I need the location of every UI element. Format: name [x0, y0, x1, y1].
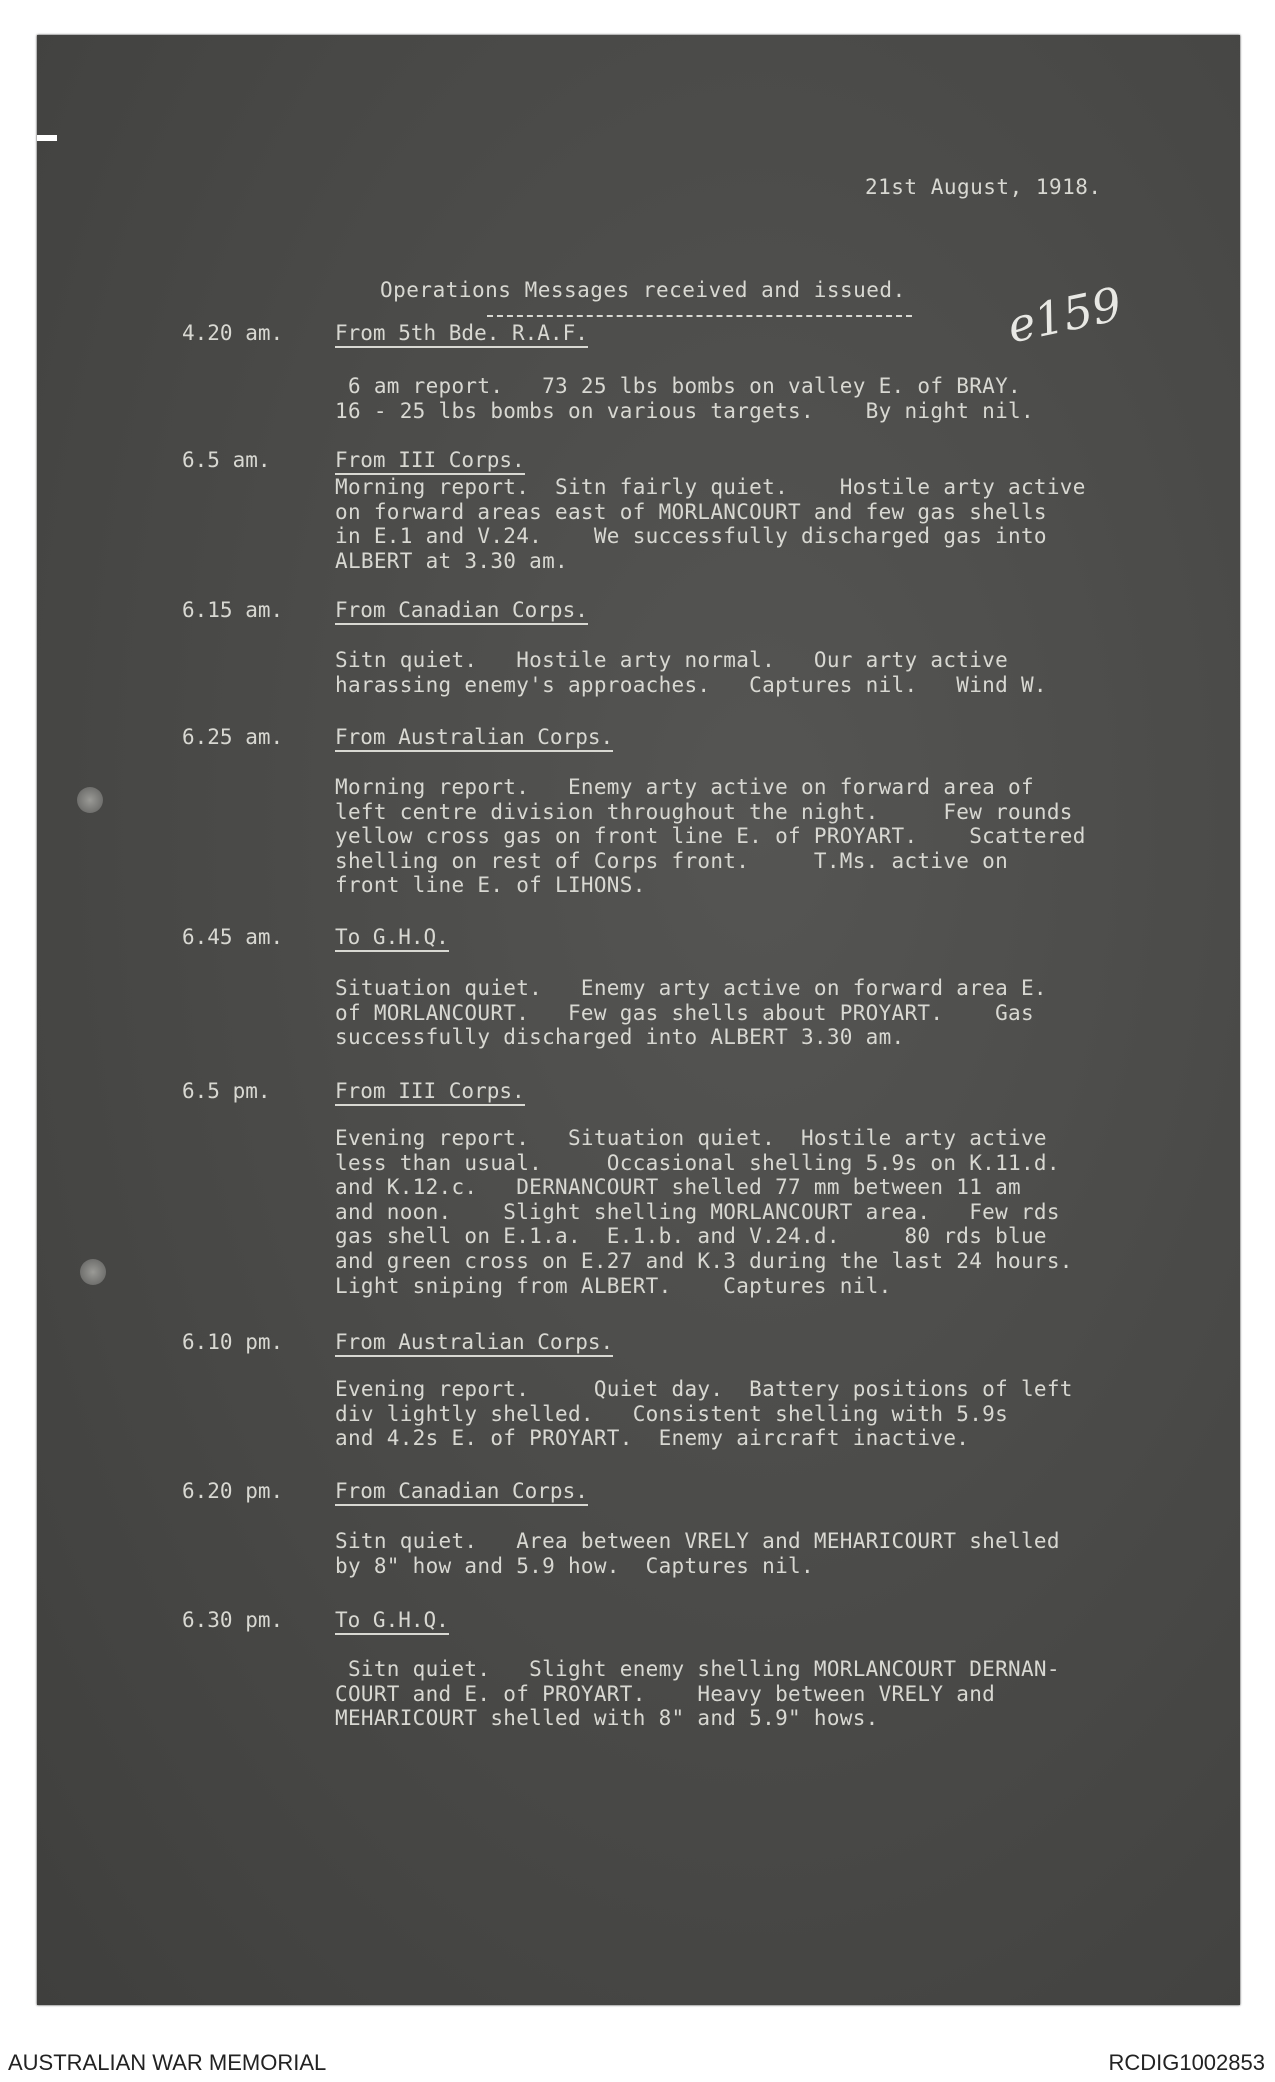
- entry-heading: From Canadian Corps.: [335, 598, 588, 625]
- punch-hole: [77, 787, 103, 813]
- footer-record-id: RCDIG1002853: [1108, 2050, 1265, 2075]
- entry-body: Sitn quiet. Slight enemy shelling MORLANCOURT DERNAN- COURT and E. of PROYART. Heavy between VRELY and MEHARICOURT shelled with 8" and 5.9" hows.: [335, 1657, 1060, 1731]
- entry-time: 6.5 pm.: [182, 1079, 271, 1103]
- entry-body: Sitn quiet. Hostile arty normal. Our arty active harassing enemy's approaches. Captures nil. Wind W.: [335, 648, 1047, 697]
- entry-body: Evening report. Situation quiet. Hostile arty active less than usual. Occasional shelling 5.9s on K.11.d. and K.12.c. DERNANCOURT shelled 77 mm between 11 am and noon. Slight shelling MORLANCOURT area. Few rds gas shell on E.1.a. E.1.b. and V.24.d. 80 rds blue and green cross on E.27 and K.3 during the last 24 hours. Light sniping from ALBERT. Captures nil.: [335, 1126, 1073, 1298]
- handwritten-note: e159: [1002, 276, 1127, 354]
- document-title: Operations Messages received and issued.: [380, 278, 906, 302]
- entry-body: Sitn quiet. Area between VRELY and MEHARICOURT shelled by 8" how and 5.9 how. Captures nil.: [335, 1529, 1060, 1578]
- punch-hole: [80, 1259, 106, 1285]
- entry-time: 6.10 pm.: [182, 1330, 284, 1354]
- entry-time: 6.45 am.: [182, 925, 284, 949]
- entry-time: 4.20 am.: [182, 321, 284, 345]
- entry-heading: From 5th Bde. R.A.F.: [335, 321, 588, 348]
- entry-time: 6.20 pm.: [182, 1479, 284, 1503]
- entry-heading: To G.H.Q.: [335, 925, 449, 952]
- entry-body: Morning report. Sitn fairly quiet. Hostile arty active on forward areas east of MORLANCOURT and few gas shells in E.1 and V.24. We successfully discharged gas into ALBERT at 3.30 am.: [335, 475, 1086, 573]
- title-underline: [487, 315, 912, 317]
- document-date: 21st August, 1918.: [865, 175, 1102, 199]
- entry-time: 6.5 am.: [182, 448, 271, 472]
- entry-time: 6.15 am.: [182, 598, 284, 622]
- entry-time: 6.30 pm.: [182, 1608, 284, 1632]
- entry-time: 6.25 am.: [182, 725, 284, 749]
- page-edge-nick: [37, 135, 57, 141]
- entry-heading: From Canadian Corps.: [335, 1479, 588, 1506]
- entry-body: Situation quiet. Enemy arty active on forward area E. of MORLANCOURT. Few gas shells about PROYART. Gas successfully discharged into ALBERT 3.30 am.: [335, 976, 1047, 1050]
- document-sheet: [37, 35, 1240, 2005]
- entry-heading: From III Corps.: [335, 1079, 525, 1106]
- footer-archive-name: AUSTRALIAN WAR MEMORIAL: [8, 2050, 327, 2075]
- entry-heading: To G.H.Q.: [335, 1608, 449, 1635]
- entry-heading: From Australian Corps.: [335, 1330, 613, 1357]
- entry-heading: From Australian Corps.: [335, 725, 613, 752]
- entry-heading: From III Corps.: [335, 448, 525, 475]
- entry-body: Morning report. Enemy arty active on forward area of left centre division throughout the night. Few rounds yellow cross gas on front line E. of PROYART. Scattered shelling on rest of Corps front. T.Ms. active on front line E. of LIHONS.: [335, 775, 1086, 898]
- entry-body: Evening report. Quiet day. Battery positions of left div lightly shelled. Consistent shelling with 5.9s and 4.2s E. of PROYART. Enemy aircraft inactive.: [335, 1377, 1073, 1451]
- entry-body: 6 am report. 73 25 lbs bombs on valley E. of BRAY. 16 - 25 lbs bombs on various targets. By night nil.: [335, 374, 1034, 423]
